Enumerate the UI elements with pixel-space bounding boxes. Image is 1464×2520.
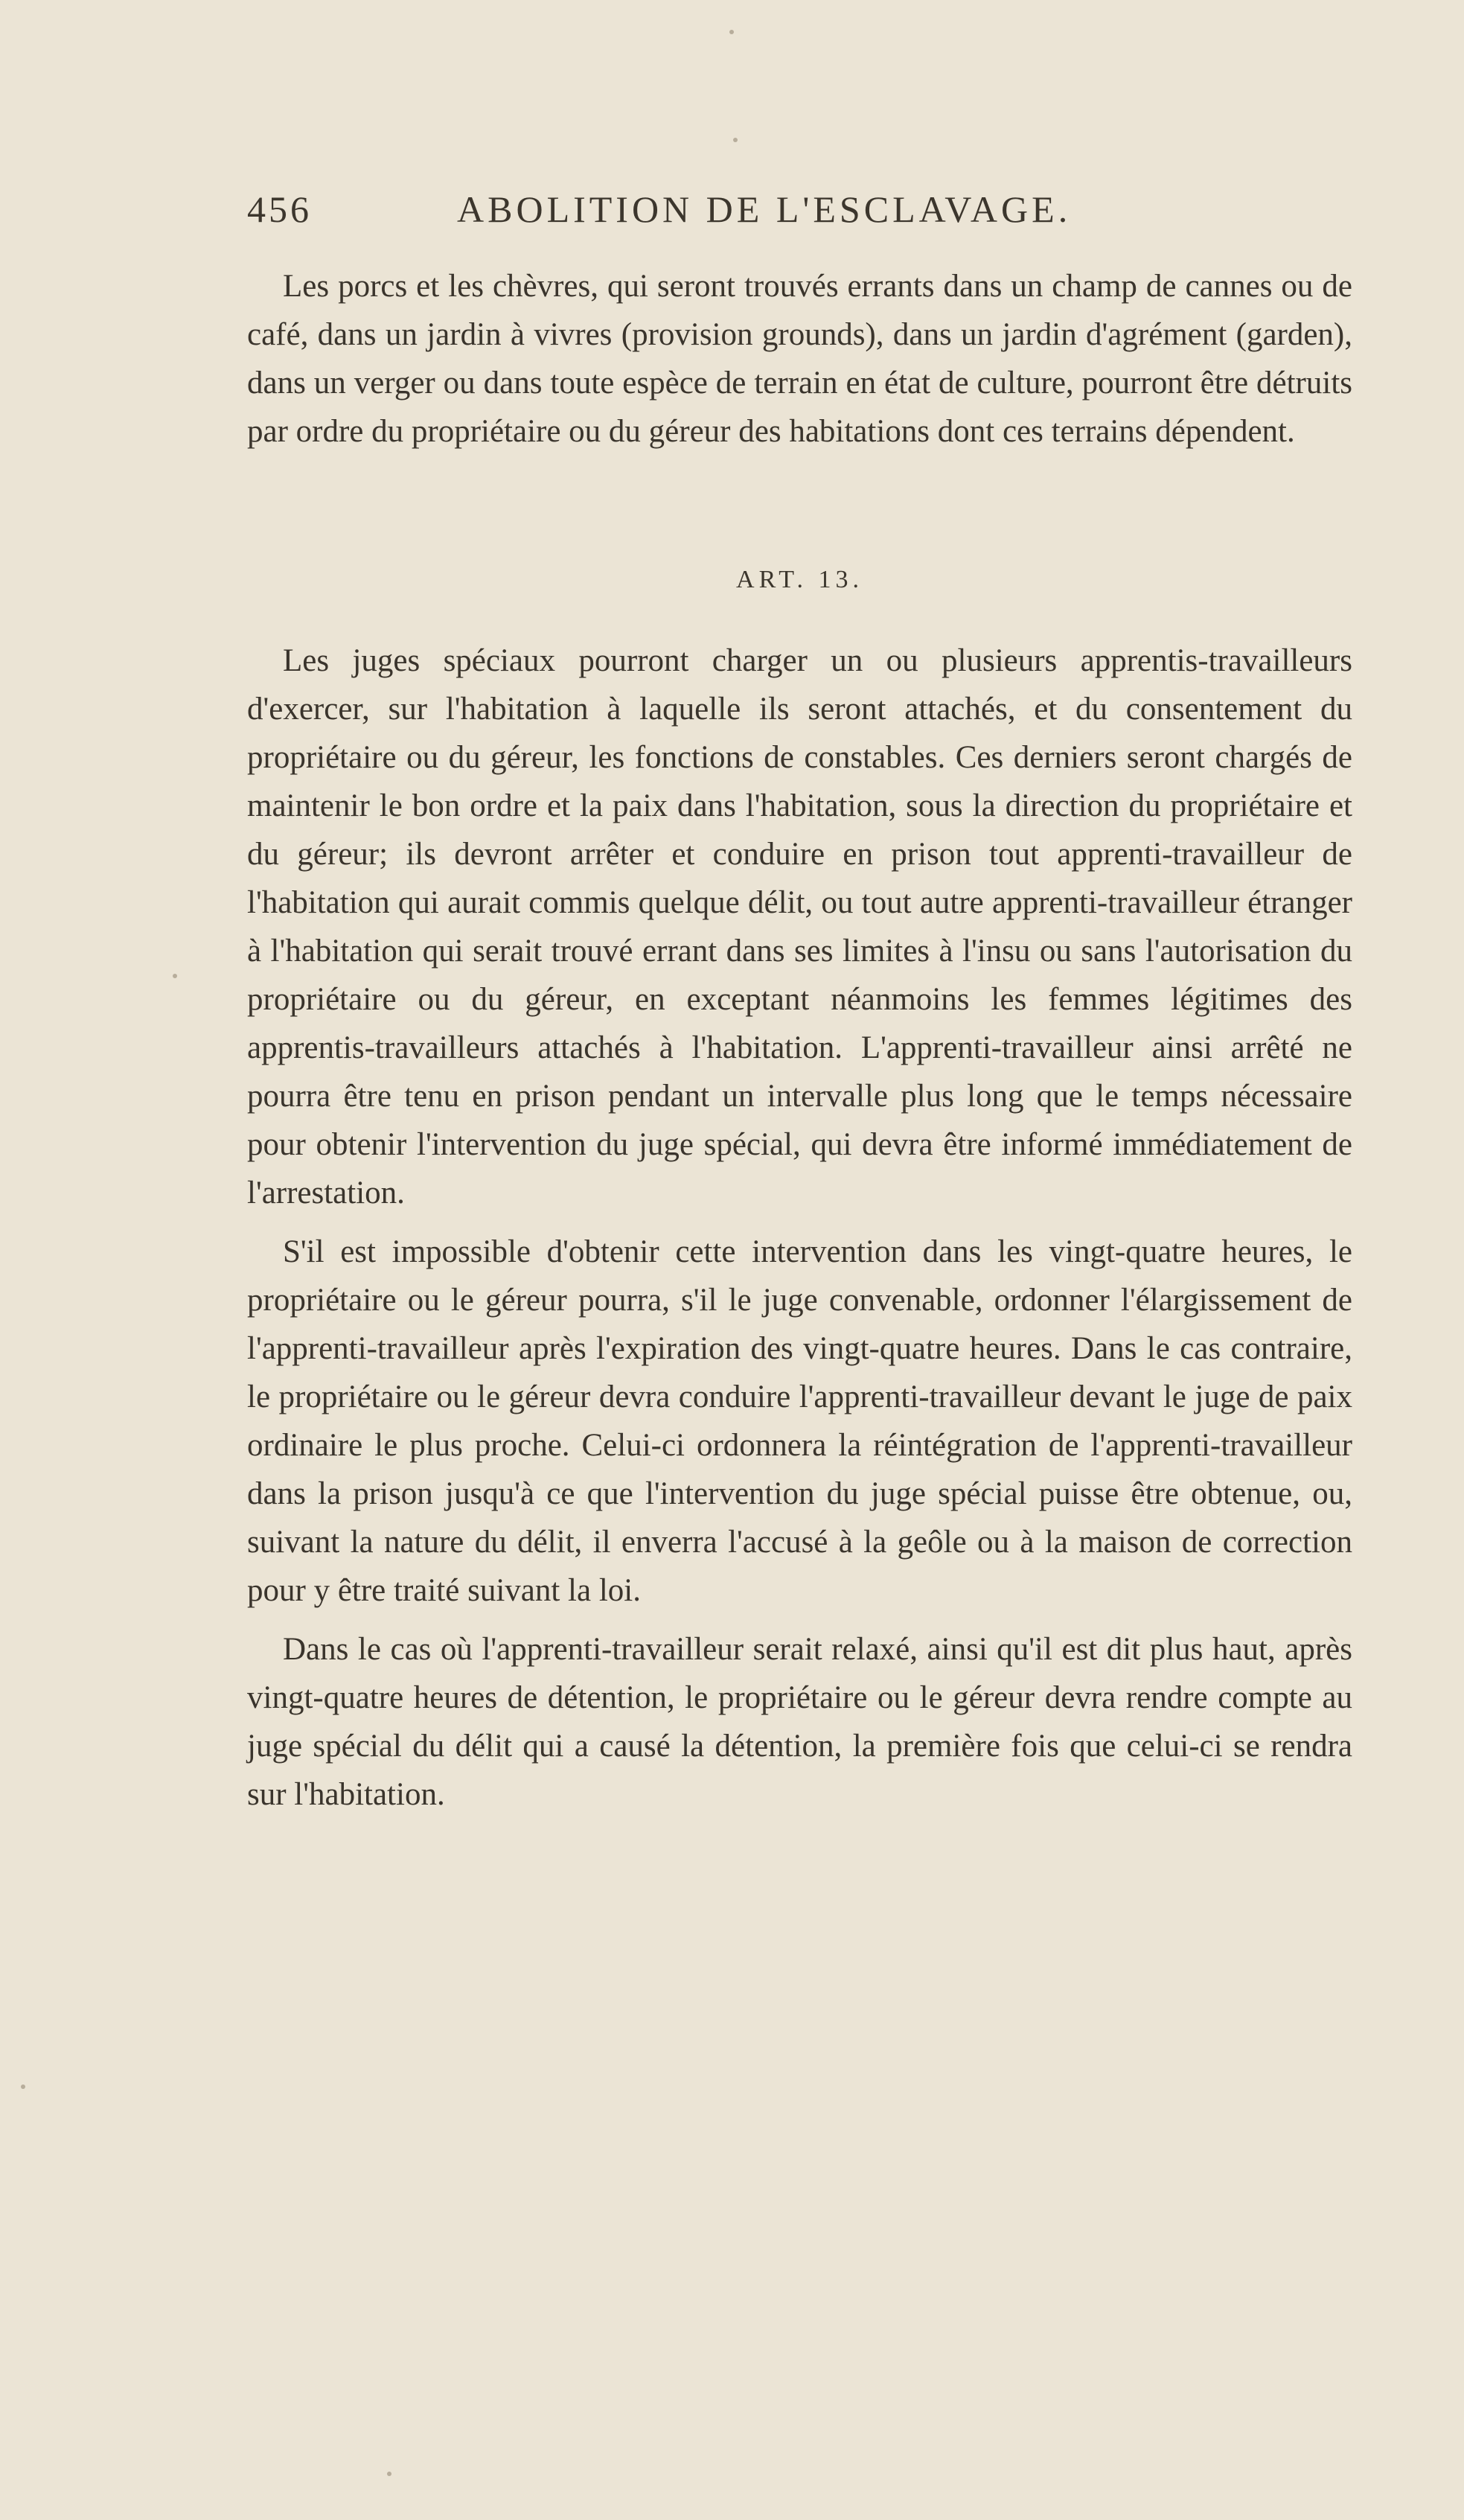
paragraph: Dans le cas où l'apprenti-travailleur serait relaxé, ainsi qu'il est dit plus haut, après vingt-quatre heures de détention, le propriétaire ou le géreur devra rendre compte au juge spécial du délit qui a causé la détention, la première fois que celui-ci se rendra sur l'habitation. bbox=[247, 1632, 1352, 1812]
text-block-top bbox=[247, 262, 1352, 456]
text-block-article bbox=[247, 637, 1352, 1829]
article-heading: ART. 13. bbox=[736, 566, 863, 593]
paper-speck bbox=[387, 2472, 391, 2476]
paragraph: S'il est impossible d'obtenir cette intervention dans les vingt-quatre heures, le propriétaire ou le géreur pourra, s'il le juge convenable, ordonner l'élargissement de l'apprenti-travailleur après l'expiration des vingt-quatre heures. Dans le cas contraire, le propriétaire ou le géreur devra conduire l'apprenti-travailleur devant le juge de paix ordinaire le plus proche. Celui-ci ordonnera la réintégration de l'apprenti-travailleur dans la prison jusqu'à ce que l'intervention du juge spécial puisse être obtenue, ou, suivant la nature du délit, il enverra l'accusé à la geôle ou à la maison de correction pour y être traité suivant la loi. bbox=[247, 1234, 1352, 1608]
paragraph: Les juges spéciaux pourront charger un ou plusieurs apprentis-travailleurs d'exercer, sur l'habitation à laquelle ils seront attachés, et du consentement du propriétaire ou du géreur, les fonctions de constables. Ces derniers seront chargés de maintenir le bon ordre et la paix dans l'habitation, sous la direction du propriétaire et du géreur; ils devront arrêter et conduire en prison tout apprenti-travailleur de l'habitation qui aurait commis quelque délit, ou tout autre apprenti-travailleur étranger à l'habitation qui serait trouvé errant dans ses limites à l'insu ou sans l'autorisation du propriétaire ou du géreur, en exceptant néanmoins les femmes légitimes des apprentis-travailleurs attachés à l'habitation. L'apprenti-travailleur ainsi arrêté ne pourra être tenu en prison pendant un intervalle plus long que le temps nécessaire pour obtenir l'intervention du juge spécial, qui devra être informé immédiatement de l'arrestation. bbox=[247, 643, 1352, 1210]
paper-speck bbox=[173, 974, 177, 978]
paper-speck bbox=[729, 30, 734, 34]
paragraph: Les porcs et les chèvres, qui seront trouvés errants dans un champ de cannes ou de café, dans un jardin à vivres (provision grounds), dans un jardin d'agrément (garden), dans un verger ou dans toute espèce de terrain en état de culture, pourront être détruits par ordre du propriétaire ou du géreur des habitations dont ces terrains dépendent. bbox=[247, 269, 1352, 449]
running-title: ABOLITION DE L'ESCLAVAGE. bbox=[457, 188, 1072, 230]
page-number: 456 bbox=[247, 188, 312, 230]
paper-speck bbox=[21, 2084, 25, 2089]
page-header bbox=[247, 188, 1341, 247]
paper-speck bbox=[733, 138, 738, 142]
